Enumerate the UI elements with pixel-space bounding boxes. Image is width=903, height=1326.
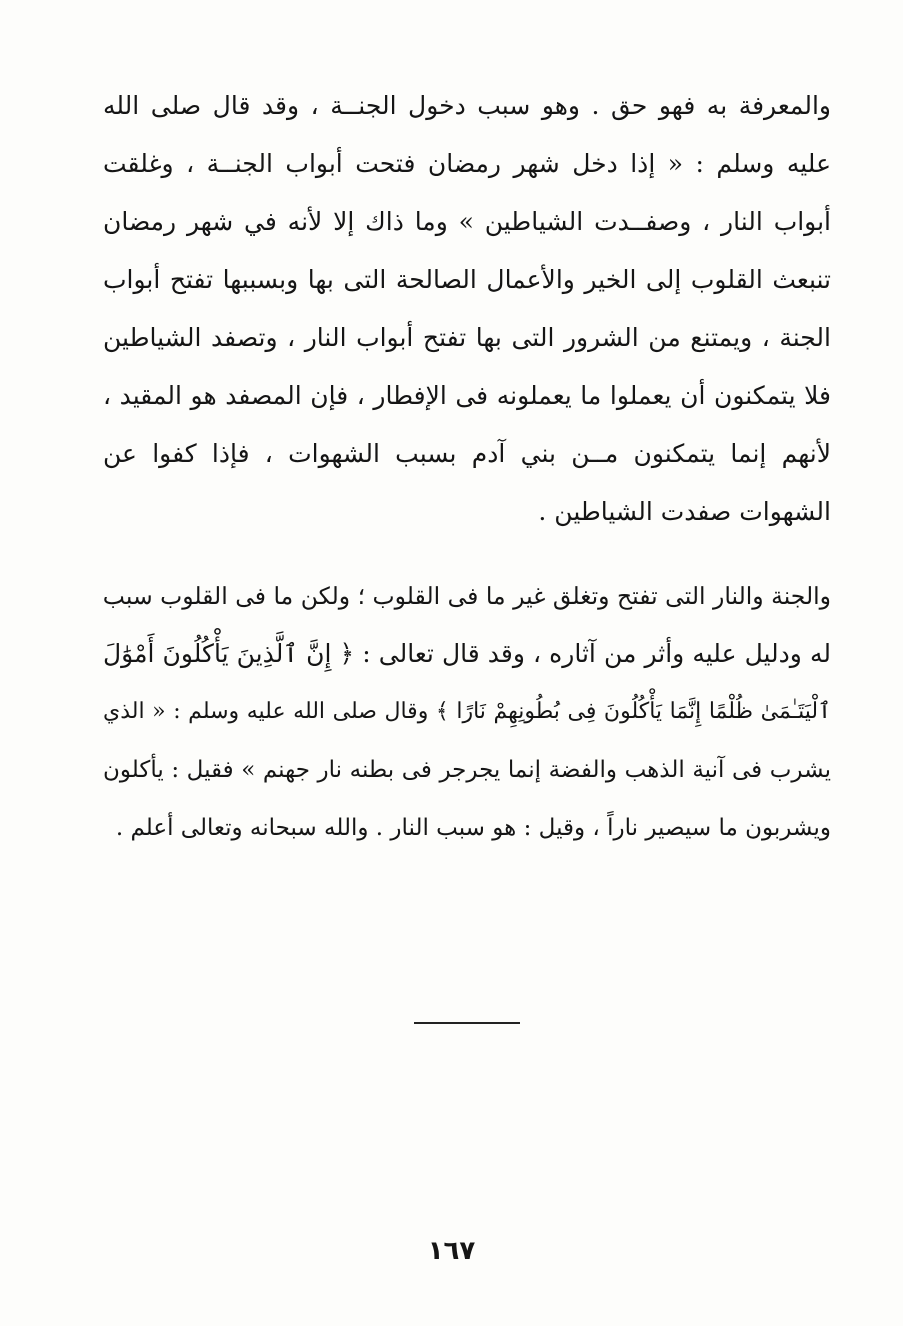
page-number: ١٦٧ bbox=[427, 1236, 476, 1266]
text-line: تنبعث القلوب إلى الخير والأعمال الصالحة التى بها وبسببها تفتح أبواب bbox=[103, 265, 831, 294]
text-line: أبواب النار ، وصفــدت الشياطين » وما ذاك إلا لأنه في شهر رمضان bbox=[103, 207, 831, 236]
text-line: فلا يتمكنون أن يعملوا ما يعملونه فى الإفطار ، فإن المصفد هو المقيد ، bbox=[103, 381, 831, 410]
text-line: لأنهم إنما يتمكنون مــن بني آدم بسبب الشهوات ، فإذا كفوا عن bbox=[103, 439, 831, 468]
paragraph-1 bbox=[103, 77, 831, 541]
text-line: يشرب فى آنية الذهب والفضة إنما يجرجر فى بطنه نار جهنم » فقيل : يأكلون bbox=[103, 757, 831, 783]
text-line: الجنة ، ويمتنع من الشرور التى بها تفتح أبواب النار ، وتصفد الشياطين bbox=[103, 323, 831, 352]
text-line: له ودليل عليه وأثر من آثاره ، وقد قال تعالى : ﴿ إِنَّ ٱلَّذِينَ يَأْكُلُونَ أَمْوَٰلَ bbox=[103, 639, 831, 668]
paragraph-2 bbox=[103, 567, 831, 857]
text-line: عليه وسلم : « إذا دخل شهر رمضان فتحت أبواب الجنــة ، وغلقت bbox=[103, 149, 831, 178]
text-line: ٱلْيَتَـٰمَىٰ ظُلْمًا إِنَّمَا يَأْكُلُونَ فِى بُطُونِهِمْ نَارًا ﴾ وقال صلى الله عليه وسلم : « الذي bbox=[103, 699, 831, 724]
text-line: والجنة والنار التى تفتح وتغلق غير ما فى القلوب ؛ ولكن ما فى القلوب سبب bbox=[103, 582, 831, 610]
text-line: الشهوات صفدت الشياطين . bbox=[538, 497, 831, 526]
footnote-separator-rule bbox=[414, 1022, 520, 1024]
text-line: ويشربون ما سيصير ناراً ، وقيل : هو سبب النار . والله سبحانه وتعالى أعلم . bbox=[115, 815, 831, 841]
text-line: والمعرفة به فهو حق . وهو سبب دخول الجنــة ، وقد قال صلى الله bbox=[103, 91, 831, 120]
